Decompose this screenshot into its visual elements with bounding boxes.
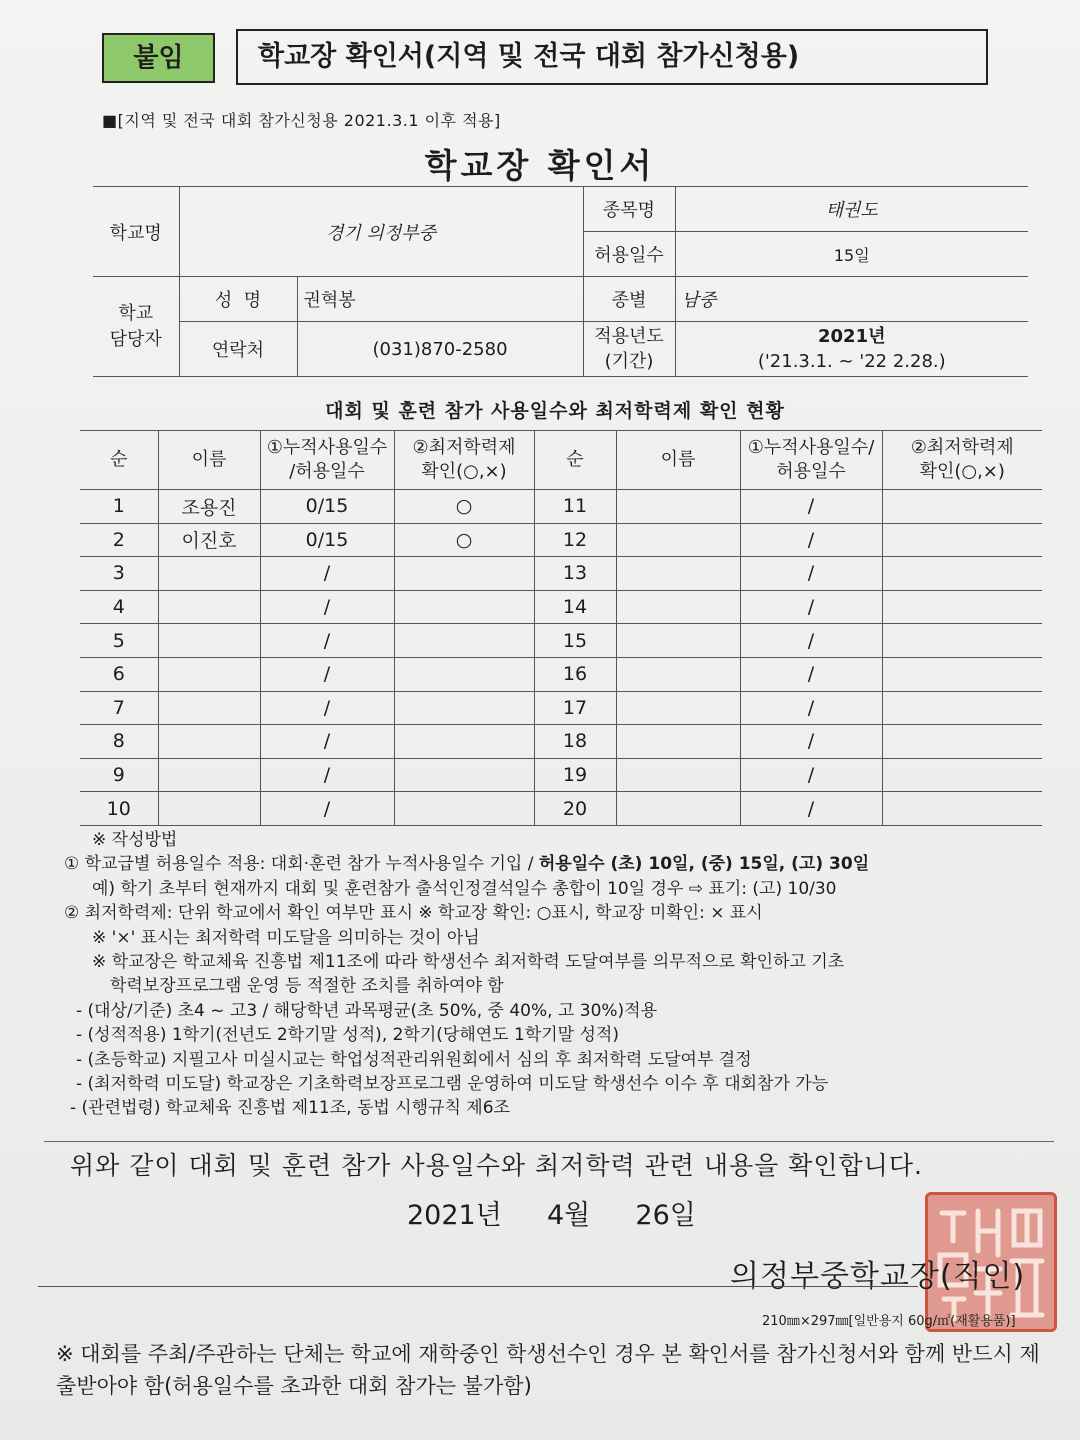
roster-cell: 11	[534, 490, 616, 524]
category-value: 남중	[675, 277, 1028, 322]
roster-row	[80, 557, 1042, 591]
roster-header-cell: 순	[534, 431, 616, 490]
sport-label: 종목명	[583, 187, 675, 232]
roster-header-cell: ①누적사용일수/ 허용일수	[740, 431, 882, 490]
roster-row	[80, 792, 1042, 826]
instruction-line: 학력보장프로그램 운영 등 적절한 조치를 취하여야 함	[110, 976, 504, 997]
roster-cell: 2	[80, 523, 158, 557]
roster-cell	[394, 624, 534, 658]
roster-row	[80, 523, 1042, 557]
roster-cell: 10	[80, 792, 158, 826]
instruction-line: 예) 학기 초부터 현재까지 대회 및 훈련참가 출석인정결석일수 총합이 10일 경우 ⇨ 표기: (고) 10/30	[92, 878, 837, 899]
roster-table	[80, 430, 1042, 826]
roster-header-cell: ①누적사용일수 /허용일수	[260, 431, 394, 490]
status-title: 대회 및 훈련 참가 사용일수와 최저학력제 확인 현황	[325, 400, 785, 422]
divider	[44, 1141, 1054, 1142]
roster-row	[80, 725, 1042, 759]
instruction-line: - (성적적용) 1학기(전년도 2학기말 성적), 2학기(당해연도 1학기말 성적)	[76, 1025, 619, 1046]
roster-header-cell: ②최저학력제 확인(○,×)	[394, 431, 534, 490]
roster-cell	[616, 657, 740, 691]
roster-cell	[882, 557, 1042, 591]
roster-row	[80, 490, 1042, 524]
header-title: 학교장 확인서(지역 및 전국 대회 참가신청용)	[236, 29, 988, 85]
roster-cell: /	[740, 523, 882, 557]
allowed-days-value: 15일	[675, 232, 1028, 277]
roster-cell	[616, 590, 740, 624]
roster-cell	[616, 691, 740, 725]
roster-cell: 14	[534, 590, 616, 624]
roster-cell: /	[260, 557, 394, 591]
instruction-line: - (초등학교) 지필고사 미실시교는 학업성적관리위원회에서 심의 후 최저학력 도달여부 결정	[76, 1049, 752, 1070]
roster-cell: 4	[80, 590, 158, 624]
roster-cell: /	[260, 725, 394, 759]
sport-value: 태권도	[675, 187, 1028, 232]
roster-cell: /	[260, 590, 394, 624]
roster-cell: 12	[534, 523, 616, 557]
instructions-heading: ※ 작성방법	[92, 830, 178, 850]
roster-cell	[882, 590, 1042, 624]
roster-cell	[394, 792, 534, 826]
manager-name-label: 성 명	[179, 277, 297, 322]
confirmation-statement: 위와 같이 대회 및 훈련 참가 사용일수와 최저학력 관련 내용을 확인합니다.	[70, 1151, 923, 1180]
roster-cell	[616, 523, 740, 557]
paper-spec: 210㎜×297㎜[일반용지 60g/㎡(재활용품)]	[762, 1314, 1016, 1329]
school-name-value: 경기 의정부중	[179, 187, 583, 277]
instruction-line: ② 최저학력제: 단위 학교에서 확인 여부만 표시 ※ 학교장 확인: ○표시, 학교장 미확인: × 표시	[64, 903, 763, 924]
roster-cell	[394, 691, 534, 725]
instruction-line: ※ 학교장은 학교체육 진흥법 제11조에 따라 학생선수 최저학력 도달여부를 의무적으로 확인하고 기초	[92, 952, 845, 973]
manager-name-value: 권혁봉	[297, 277, 583, 322]
roster-cell	[158, 624, 260, 658]
applicability-note: ■[지역 및 전국 대회 참가신청용 2021.3.1 이후 적용]	[102, 111, 501, 130]
roster-header-cell: 이름	[616, 431, 740, 490]
instruction-line: - (최저학력 미도달) 학교장은 기초학력보장프로그램 운영하여 미도달 학생선수 이수 후 대회참가 가능	[76, 1074, 829, 1095]
roster-header-cell: ②최저학력제 확인(○,×)	[882, 431, 1042, 490]
roster-cell: /	[740, 691, 882, 725]
roster-row	[80, 758, 1042, 792]
roster-cell	[616, 758, 740, 792]
issue-date: 2021년 4월 26일	[407, 1200, 696, 1231]
roster-cell	[158, 725, 260, 759]
roster-cell: /	[740, 590, 882, 624]
roster-cell: 6	[80, 657, 158, 691]
roster-cell: 9	[80, 758, 158, 792]
divider	[38, 1286, 918, 1287]
year-label: 적용년도 (기간)	[583, 322, 675, 377]
roster-cell: 조용진	[158, 490, 260, 524]
instructions	[64, 828, 1054, 1121]
roster-cell	[616, 624, 740, 658]
roster-cell	[882, 490, 1042, 524]
principal-signature: 의정부중학교장(직인)	[730, 1259, 1026, 1294]
roster-cell	[882, 792, 1042, 826]
roster-cell: /	[260, 624, 394, 658]
year-cell	[675, 322, 1028, 377]
roster-cell: 20	[534, 792, 616, 826]
roster-cell	[158, 792, 260, 826]
roster-cell	[882, 624, 1042, 658]
roster-cell	[158, 657, 260, 691]
roster-cell: 0/15	[260, 523, 394, 557]
roster-header-cell: 순	[80, 431, 158, 490]
instruction-line	[64, 852, 1054, 876]
roster-cell: /	[260, 691, 394, 725]
contact-value: (031)870-2580	[297, 322, 583, 377]
roster-cell: 1	[80, 490, 158, 524]
roster-cell	[882, 725, 1042, 759]
roster-cell: 7	[80, 691, 158, 725]
roster-cell	[158, 557, 260, 591]
roster-cell	[394, 557, 534, 591]
roster-cell	[616, 557, 740, 591]
roster-row	[80, 691, 1042, 725]
roster-cell	[616, 725, 740, 759]
roster-cell: 18	[534, 725, 616, 759]
roster-cell: 이진호	[158, 523, 260, 557]
roster-header-row	[80, 431, 1042, 490]
roster-cell	[882, 523, 1042, 557]
roster-cell: ○	[394, 523, 534, 557]
manager-label: 학교 담당자	[93, 277, 179, 377]
attachment-badge: 붙임	[102, 33, 215, 83]
footnote: ※ 대회를 주최/주관하는 단체는 학교에 재학중인 학생선수인 경우 본 확인서를 참가신청서와 함께 반드시 제출받아야 함(허용일수를 초과한 대회 참가는 불가함)	[56, 1342, 1040, 1398]
year-value: 2021년	[818, 326, 886, 347]
category-label: 종별	[583, 277, 675, 322]
roster-cell: /	[740, 725, 882, 759]
roster-cell	[158, 758, 260, 792]
instruction-line-text: ① 학교급별 허용일수 적용: 대회·훈련 참가 누적사용일수 기입 /	[64, 854, 539, 875]
roster-cell	[158, 590, 260, 624]
roster-cell	[616, 792, 740, 826]
roster-cell	[616, 490, 740, 524]
roster-body	[80, 490, 1042, 826]
roster-cell: /	[740, 557, 882, 591]
roster-cell: 15	[534, 624, 616, 658]
roster-cell: /	[260, 758, 394, 792]
roster-cell: 16	[534, 657, 616, 691]
roster-cell: /	[740, 657, 882, 691]
roster-cell: /	[260, 792, 394, 826]
roster-row	[80, 657, 1042, 691]
roster-cell	[882, 691, 1042, 725]
roster-cell: 17	[534, 691, 616, 725]
roster-cell	[394, 657, 534, 691]
roster-row	[80, 590, 1042, 624]
roster-cell: ○	[394, 490, 534, 524]
period-value: ('21.3.1. ~ '22 2.28.)	[757, 351, 946, 372]
roster-cell	[394, 590, 534, 624]
roster-cell	[158, 691, 260, 725]
roster-cell: 5	[80, 624, 158, 658]
instruction-line: - (대상/기준) 초4 ~ 고3 / 해당학년 과목평균(초 50%, 중 40%, 고 30%)적용	[76, 1000, 658, 1021]
roster-cell	[882, 657, 1042, 691]
instruction-line-bold: 허용일수 (초) 10일, (중) 15일, (고) 30일	[538, 854, 870, 875]
roster-cell: /	[260, 657, 394, 691]
roster-cell: 0/15	[260, 490, 394, 524]
roster-cell	[882, 758, 1042, 792]
allowed-days-label: 허용일수	[583, 232, 675, 277]
roster-cell: /	[740, 624, 882, 658]
roster-cell	[394, 725, 534, 759]
roster-row	[80, 624, 1042, 658]
school-name-label: 학교명	[93, 187, 179, 277]
roster-cell: 3	[80, 557, 158, 591]
roster-cell	[394, 758, 534, 792]
roster-cell: /	[740, 792, 882, 826]
roster-cell: 8	[80, 725, 158, 759]
instruction-line: ※ '×' 표시는 최저학력 미도달을 의미하는 것이 아님	[92, 927, 480, 948]
roster-cell: 19	[534, 758, 616, 792]
school-info-table	[93, 186, 1028, 377]
contact-label: 연락처	[179, 322, 297, 377]
document-title: 학교장 확인서	[424, 146, 656, 185]
roster-cell: 13	[534, 557, 616, 591]
roster-cell: /	[740, 490, 882, 524]
instruction-line: - (관련법령) 학교체육 진흥법 제11조, 동법 시행규칙 제6조	[70, 1098, 510, 1119]
roster-header-cell: 이름	[158, 431, 260, 490]
roster-cell: /	[740, 758, 882, 792]
